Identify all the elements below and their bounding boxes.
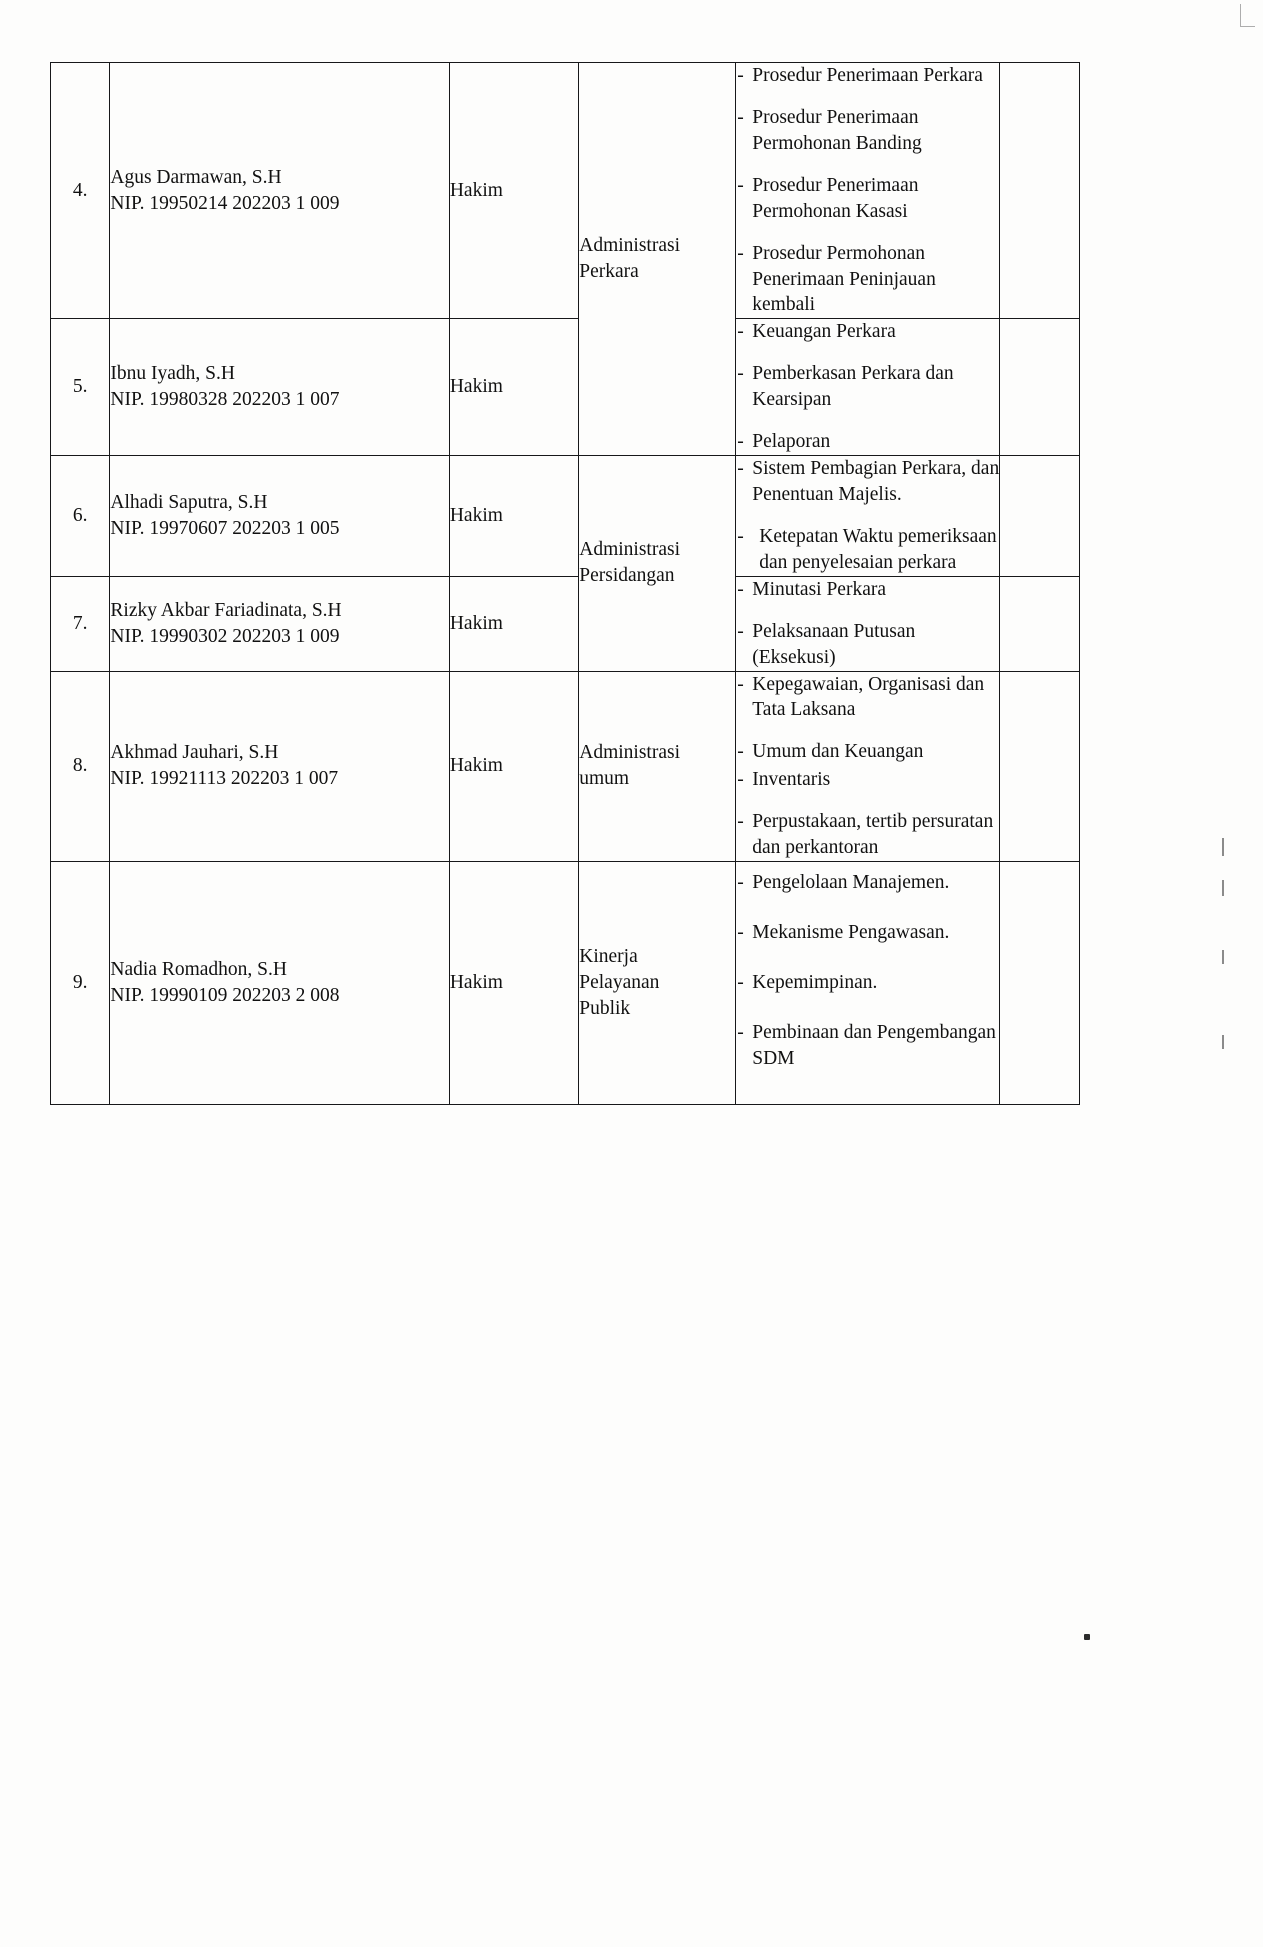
task-item: - Umum dan Keuangan (736, 739, 999, 765)
task-item: - Pembinaan dan Pengembangan SDM (736, 1020, 999, 1072)
task-items-cell (736, 576, 1000, 671)
task-item: - Ketepatan Waktu pemeriksaan dan penyelesaian perkara (736, 524, 999, 576)
area-cell (579, 671, 736, 862)
officer-nip: NIP. 19970607 202203 1 005 (110, 517, 340, 539)
officer-name: Akhmad Jauhari, S.H (110, 742, 279, 764)
officer-nip: NIP. 19921113 202203 1 007 (110, 768, 339, 790)
task-item: - Inventaris (736, 767, 999, 793)
task-item-list (736, 63, 999, 318)
officer-name: Alhadi Saputra, S.H (110, 491, 268, 513)
area-label-line: Pelayanan (579, 971, 660, 993)
area-cell (579, 456, 736, 671)
officer-position: Hakim (449, 862, 578, 1105)
table-row (51, 671, 1080, 862)
row-number: 6. (51, 456, 110, 577)
task-item: - Prosedur Penerimaan Permohonan Kasasi (736, 173, 999, 225)
area-label-line: Publik (579, 997, 631, 1019)
task-item-list (736, 456, 999, 576)
notes-cell (1000, 576, 1080, 671)
officer-position: Hakim (449, 319, 578, 456)
officer-name: Ibnu Iyadh, S.H (110, 363, 235, 385)
officer-name: Nadia Romadhon, S.H (110, 958, 287, 980)
task-item: - Pelaksanaan Putusan (Eksekusi) (736, 619, 999, 671)
scan-artifact (1222, 950, 1224, 964)
task-item-list (736, 672, 999, 862)
task-item: - Kepegawaian, Organisasi dan Tata Laksana (736, 672, 999, 724)
task-item: - Prosedur Penerimaan Perkara (736, 63, 999, 89)
task-item: - Pemberkasan Perkara dan Kearsipan (736, 361, 999, 413)
area-label-line: Persidangan (579, 565, 675, 587)
officer-position: Hakim (449, 456, 578, 577)
row-number: 5. (51, 319, 110, 456)
task-item: - Perpustakaan, tertib persuratan dan perkantoran (736, 809, 999, 861)
table-row (51, 862, 1080, 1105)
notes-cell (1000, 63, 1080, 319)
task-items-cell (736, 319, 1000, 456)
task-items-cell (736, 63, 1000, 319)
notes-cell (1000, 319, 1080, 456)
task-item: - Pelaporan (736, 429, 999, 455)
task-item: - Kepemimpinan. (736, 970, 999, 996)
task-item: - Prosedur Penerimaan Permohonan Banding (736, 105, 999, 157)
area-label-line: Administrasi (579, 742, 680, 764)
task-item: - Mekanisme Pengawasan. (736, 920, 999, 946)
task-item: - Prosedur Permohonan Penerimaan Peninjauan kembali (736, 241, 999, 319)
task-item: - Keuangan Perkara (736, 319, 999, 345)
officer-name: Agus Darmawan, S.H (110, 166, 282, 188)
task-item-list (736, 870, 999, 1072)
task-items-cell (736, 862, 1000, 1105)
notes-cell (1000, 671, 1080, 862)
area-label-line: Administrasi (579, 539, 680, 561)
table-row (51, 63, 1080, 319)
officer-position: Hakim (449, 63, 578, 319)
task-item-list (736, 319, 999, 455)
task-items-cell (736, 671, 1000, 862)
officer-name-cell (110, 63, 449, 319)
scan-artifact (1222, 1035, 1224, 1049)
row-number: 4. (51, 63, 110, 319)
area-label-line: Perkara (579, 261, 639, 283)
task-item-list (736, 577, 999, 671)
officer-nip: NIP. 19980328 202203 1 007 (110, 389, 340, 411)
row-number: 7. (51, 576, 110, 671)
officer-nip: NIP. 19950214 202203 1 009 (110, 192, 340, 214)
area-cell (579, 862, 736, 1105)
duty-assignment-table (50, 62, 1080, 1105)
table-row (51, 576, 1080, 671)
officer-position: Hakim (449, 576, 578, 671)
notes-cell (1000, 456, 1080, 577)
task-items-cell (736, 456, 1000, 577)
officer-name-cell (110, 456, 449, 577)
area-label-line: Kinerja (579, 945, 638, 967)
notes-cell (1000, 862, 1080, 1105)
officer-nip: NIP. 19990109 202203 2 008 (110, 984, 340, 1006)
officer-nip: NIP. 19990302 202203 1 009 (110, 625, 340, 647)
area-label-line: Administrasi (579, 235, 680, 257)
scan-artifact (1222, 838, 1224, 856)
area-cell (579, 63, 736, 456)
officer-name: Rizky Akbar Fariadinata, S.H (110, 599, 342, 621)
table-row (51, 319, 1080, 456)
officer-name-cell (110, 671, 449, 862)
scan-artifact-dot (1084, 1634, 1090, 1640)
task-item: - Minutasi Perkara (736, 577, 999, 603)
row-number: 8. (51, 671, 110, 862)
officer-name-cell (110, 319, 449, 456)
officer-name-cell (110, 862, 449, 1105)
row-number: 9. (51, 862, 110, 1105)
officer-name-cell (110, 576, 449, 671)
officer-position: Hakim (449, 671, 578, 862)
area-label-line: umum (579, 768, 630, 790)
scan-artifact (1222, 880, 1224, 896)
task-item: - Pengelolaan Manajemen. (736, 870, 999, 896)
table-row (51, 456, 1080, 577)
scan-corner-mark (1240, 4, 1255, 27)
task-item: - Sistem Pembagian Perkara, dan Penentuan Majelis. (736, 456, 999, 508)
